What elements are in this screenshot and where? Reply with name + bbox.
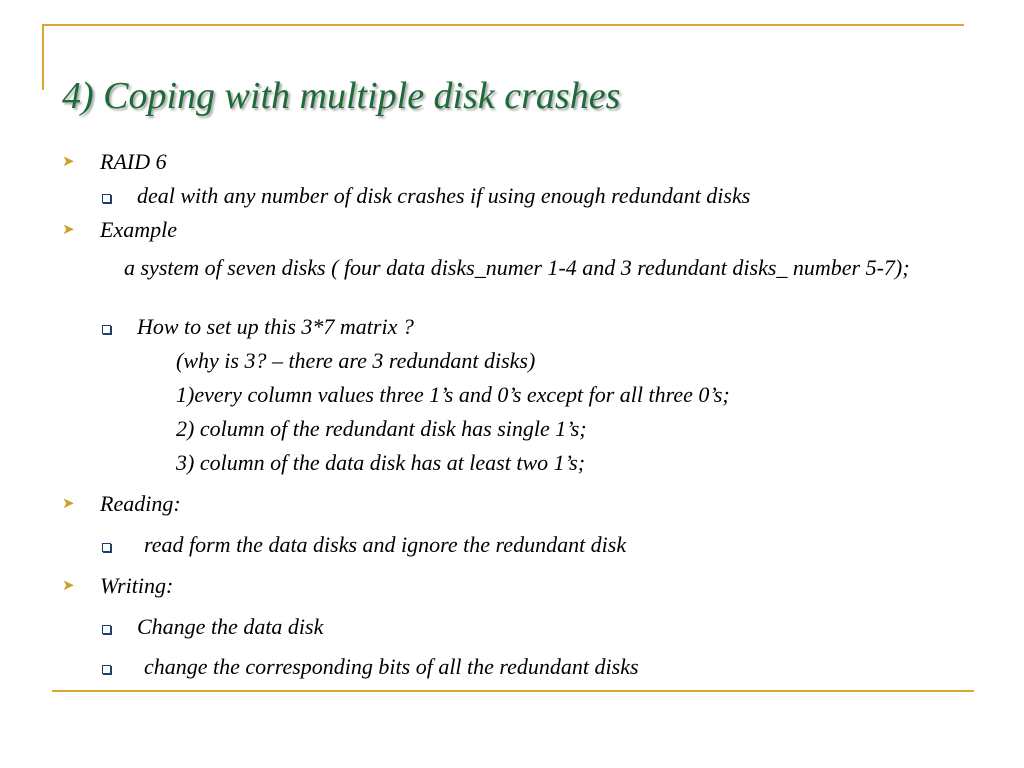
example-description: a system of seven disks ( four data disks_numer 1-4 and 3 redundant disks_ number 5-7); — [124, 255, 910, 280]
matrix-line: 1)every column values three 1’s and 0’s except for all three 0’s; — [176, 382, 730, 407]
slide-title: 4) Coping with multiple disk crashes — [62, 75, 621, 117]
arrowhead-bullet-icon: ➤ — [62, 154, 75, 170]
matrix-line: 3) column of the data disk has at least two 1’s; — [176, 450, 586, 475]
arrowhead-bullet-icon: ➤ — [62, 578, 75, 594]
matrix-line: (why is 3? – there are 3 redundant disks) — [176, 348, 536, 373]
bullet-reading-sub: read form the data disks and ignore the redundant disk — [144, 532, 627, 557]
square-bullet-icon — [102, 543, 111, 552]
matrix-line: 2) column of the redundant disk has single 1’s; — [176, 416, 587, 441]
bullet-matrix: How to set up this 3*7 matrix ? — [137, 314, 414, 339]
square-bullet-icon — [102, 625, 111, 634]
bullet-raid6: RAID 6 — [100, 149, 167, 174]
frame-left-line — [42, 24, 44, 90]
bullet-raid6-sub: deal with any number of disk crashes if using enough redundant disks — [137, 183, 751, 208]
bullet-writing: Writing: — [100, 573, 174, 598]
bullet-writing-sub: change the corresponding bits of all the redundant disks — [144, 654, 639, 679]
frame-bottom-line — [52, 690, 974, 692]
arrowhead-bullet-icon: ➤ — [62, 222, 75, 238]
bullet-writing-sub: Change the data disk — [137, 614, 324, 639]
frame-top-line — [42, 24, 964, 26]
square-bullet-icon — [102, 665, 111, 674]
arrowhead-bullet-icon: ➤ — [62, 496, 75, 512]
square-bullet-icon — [102, 194, 111, 203]
bullet-reading: Reading: — [100, 491, 181, 516]
square-bullet-icon — [102, 325, 111, 334]
bullet-example: Example — [100, 217, 177, 242]
